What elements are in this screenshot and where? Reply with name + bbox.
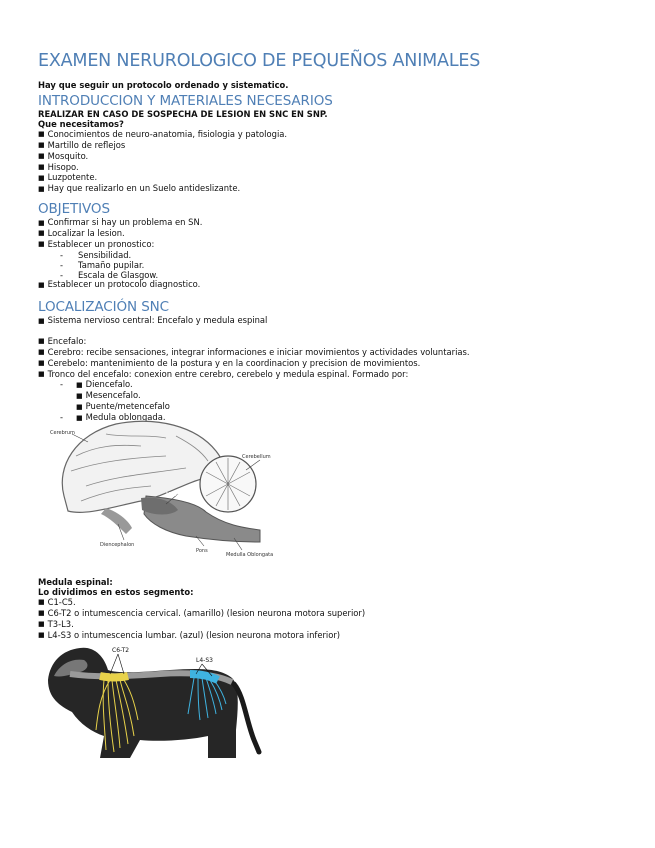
- brain-diagram: [46, 416, 274, 558]
- list-item: ■ Tronco del encefalo: conexion entre cerebro, cerebelo y medula espinal. Formado por:: [38, 370, 470, 381]
- sub-list-item: - Sensibilidad.: [60, 249, 132, 260]
- list-item: ■ Cerebelo: mantenimiento de la postura y en la coordinacion y precision de movimientos.: [38, 359, 470, 370]
- midbrain-label: Midbrain: [166, 492, 188, 498]
- list-item: ■ Confirmar si hay un problema en SN.: [38, 218, 202, 229]
- list-item: ■ Hay que realizarlo en un Suelo antideslizante.: [38, 184, 328, 195]
- medulla-label: Medulla Oblongata: [226, 552, 274, 558]
- diencephalon-label: Diencephalon: [100, 542, 135, 548]
- list-item: ■ Encefalo:: [38, 337, 470, 348]
- sub-list-item: ■ Puente/metencefalo: [38, 402, 470, 413]
- list-item: ■ Luzpotente.: [38, 173, 328, 184]
- list-item: ■ T3-L3.: [38, 620, 365, 631]
- intro-list: [38, 110, 328, 195]
- sub-list-item: -■ Diencefalo.: [38, 380, 470, 391]
- page-title: EXAMEN NERUROLOGICO DE PEQUEÑOS ANIMALES: [38, 51, 481, 71]
- list-item: ■ Martillo de reflejos: [38, 141, 328, 152]
- list-item: ■ Mosquito.: [38, 152, 328, 163]
- intro-subheading: REALIZAR EN CASO DE SOSPECHA DE LESION EN SNC EN SNP.: [38, 109, 328, 119]
- list-item: ■ L4-S3 o intumescencia lumbar. (azul) (lesion neurona motora inferior): [38, 631, 365, 642]
- list-item: ■ Sistema nervioso central: Encefalo y medula espinal: [38, 316, 470, 327]
- list-item: ■ C1-C5.: [38, 598, 365, 609]
- localizacion-list: [38, 316, 470, 424]
- cervical-segment: [100, 676, 128, 678]
- list-item: ■ Localizar la lesion.: [38, 229, 202, 240]
- objetivos-list: [38, 218, 202, 291]
- list-item: ■ Conocimientos de neuro-anatomia, fisiologia y patologia.: [38, 130, 328, 141]
- list-item: ■ Cerebro: recibe sensaciones, integrar informaciones e iniciar movimientos y actividades voluntarias.: [38, 348, 470, 359]
- medula-list: [38, 578, 365, 641]
- dog-spine-diagram: [40, 640, 262, 758]
- sub-list-item: - Escala de Glasgow.: [60, 269, 159, 280]
- list-item: ■ Establecer un pronostico:: [38, 240, 202, 251]
- section-heading-localizacion: LOCALIZACIÓN SNC: [38, 299, 169, 315]
- medula-intro: Lo dividimos en estos segmento:: [38, 586, 194, 597]
- pons-label: Pons: [196, 548, 208, 554]
- cerebellum-label: Cerebellum: [242, 454, 271, 460]
- list-item: ■ C6-T2 o intumescencia cervical. (amarillo) (lesion neurona motora superior): [38, 609, 365, 620]
- cerebrum-label: Cerebrum: [50, 430, 75, 436]
- medula-heading: Medula espinal:: [38, 577, 113, 587]
- sub-list-item: -■ Medula oblongada.: [38, 413, 470, 424]
- lumbar-label: L4-S3: [196, 657, 213, 664]
- intro-line: Hay que seguir un protocolo ordenado y sistematico.: [38, 80, 289, 90]
- cervical-label: C6-T2: [112, 647, 130, 654]
- sub-list-item: ■ Mesencefalo.: [38, 391, 470, 402]
- sub-list-item: - Tamaño pupilar.: [60, 259, 145, 270]
- section-heading-intro: INTRODUCCION Y MATERIALES NECESARIOS: [38, 93, 333, 109]
- intro-question: Que necesitamos?: [38, 118, 124, 129]
- list-item: ■ Establecer un protocolo diagnostico.: [38, 280, 202, 291]
- section-heading-objetivos: OBJETIVOS: [38, 201, 110, 217]
- list-item: ■ Hisopo.: [38, 163, 328, 174]
